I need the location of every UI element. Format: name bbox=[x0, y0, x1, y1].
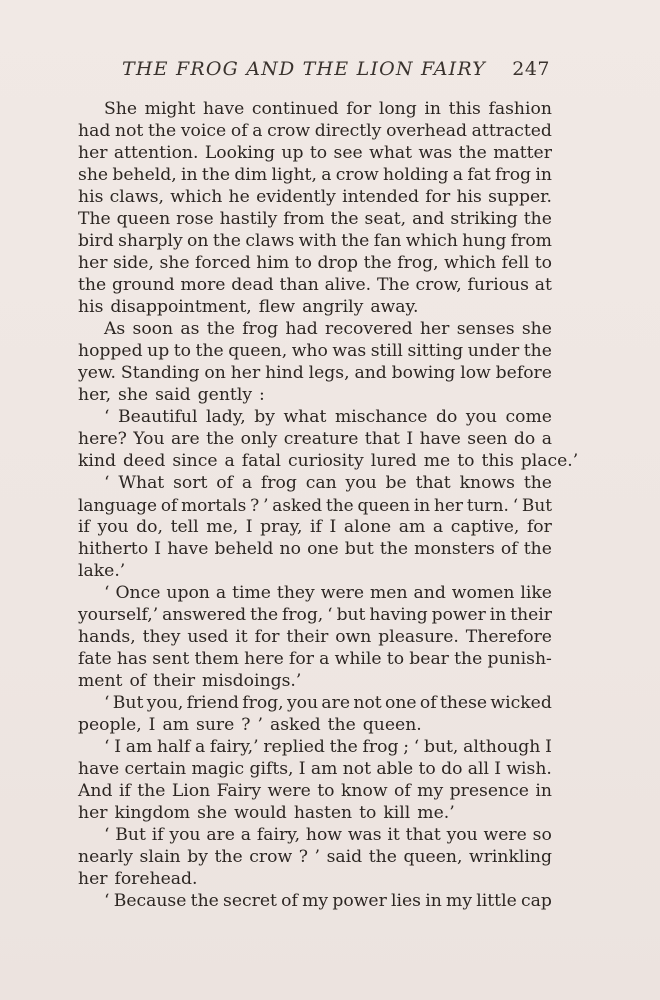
text-line: her, she said gently : bbox=[78, 385, 265, 405]
paragraph bbox=[78, 736, 552, 824]
paragraph bbox=[78, 692, 552, 736]
text-line: people, I am sure ? ’ asked the queen. bbox=[78, 715, 422, 735]
text-line: fate has sent them here for a while to bear the punish- bbox=[78, 649, 552, 669]
text-line: ‘ But if you are a fairy, how was it that you were so bbox=[104, 825, 552, 845]
text-line: kind deed since a fatal curiosity lured me to this place.’ bbox=[78, 451, 579, 471]
text-line: yew. Standing on her hind legs, and bowing low before bbox=[78, 363, 552, 383]
text-line: bird sharply on the claws with the fan which hung from bbox=[78, 231, 552, 251]
page-number: 247 bbox=[512, 58, 550, 80]
text-line: had not the voice of a crow directly overhead attracted bbox=[78, 121, 552, 141]
paragraph bbox=[78, 824, 552, 890]
paragraph bbox=[78, 472, 552, 582]
paragraph bbox=[78, 890, 552, 912]
text-line: lake.’ bbox=[78, 561, 126, 581]
text-line: ‘ What sort of a frog can you be that knows the bbox=[104, 473, 552, 493]
paragraph bbox=[78, 582, 552, 692]
text-line: nearly slain by the crow ? ’ said the queen, wrinkling bbox=[78, 847, 552, 867]
text-line: ‘ Because the secret of my power lies in my little cap bbox=[104, 891, 552, 911]
text-line: her forehead. bbox=[78, 869, 198, 889]
body-text bbox=[78, 98, 579, 912]
chapter-title: THE FROG AND THE LION FAIRY bbox=[122, 58, 486, 80]
text-line: ment of their misdoings.’ bbox=[78, 671, 302, 691]
text-line: She might have continued for long in this fashion bbox=[104, 99, 552, 119]
text-line: ‘ But you, friend frog, you are not one of these wicked bbox=[104, 693, 552, 713]
text-line: his claws, which he evidently intended for his supper. bbox=[78, 187, 552, 207]
text-line: she beheld, in the dim light, a crow holding a fat frog in bbox=[78, 165, 552, 185]
text-line: his disappointment, flew angrily away. bbox=[78, 297, 419, 317]
text-line: ‘ Beautiful lady, by what mischance do you come bbox=[104, 407, 552, 427]
text-line: The queen rose hastily from the seat, and striking the bbox=[78, 209, 552, 229]
paragraph bbox=[78, 406, 579, 472]
text-line: yourself,’ answered the frog, ‘ but having power in their bbox=[78, 605, 552, 625]
text-line: And if the Lion Fairy were to know of my presence in bbox=[78, 781, 552, 801]
text-line: her attention. Looking up to see what was the matter bbox=[78, 143, 552, 163]
text-line: As soon as the frog had recovered her senses she bbox=[104, 319, 552, 339]
text-line: hands, they used it for their own pleasure. Therefore bbox=[78, 627, 552, 647]
text-line: ‘ I am half a fairy,’ replied the frog ; ‘ but, although I bbox=[104, 737, 552, 757]
paragraph bbox=[78, 98, 552, 318]
text-line: the ground more dead than alive. The crow, furious at bbox=[78, 275, 552, 295]
text-line: ‘ Once upon a time they were men and women like bbox=[104, 583, 552, 603]
text-line: have certain magic gifts, I am not able to do all I wish. bbox=[78, 759, 552, 779]
text-line: her side, she forced him to drop the frog, which fell to bbox=[78, 253, 552, 273]
text-line: hitherto I have beheld no one but the monsters of the bbox=[78, 539, 552, 559]
text-line: language of mortals ? ’ asked the queen in her turn. ‘ But bbox=[78, 495, 552, 515]
text-line: here? You are the only creature that I have seen do a bbox=[78, 429, 552, 449]
paragraph bbox=[78, 318, 552, 406]
text-line: her kingdom she would hasten to kill me.’ bbox=[78, 803, 455, 823]
text-line: hopped up to the queen, who was still sitting under the bbox=[78, 341, 552, 361]
text-line: if you do, tell me, I pray, if I alone am a captive, for bbox=[78, 517, 552, 537]
